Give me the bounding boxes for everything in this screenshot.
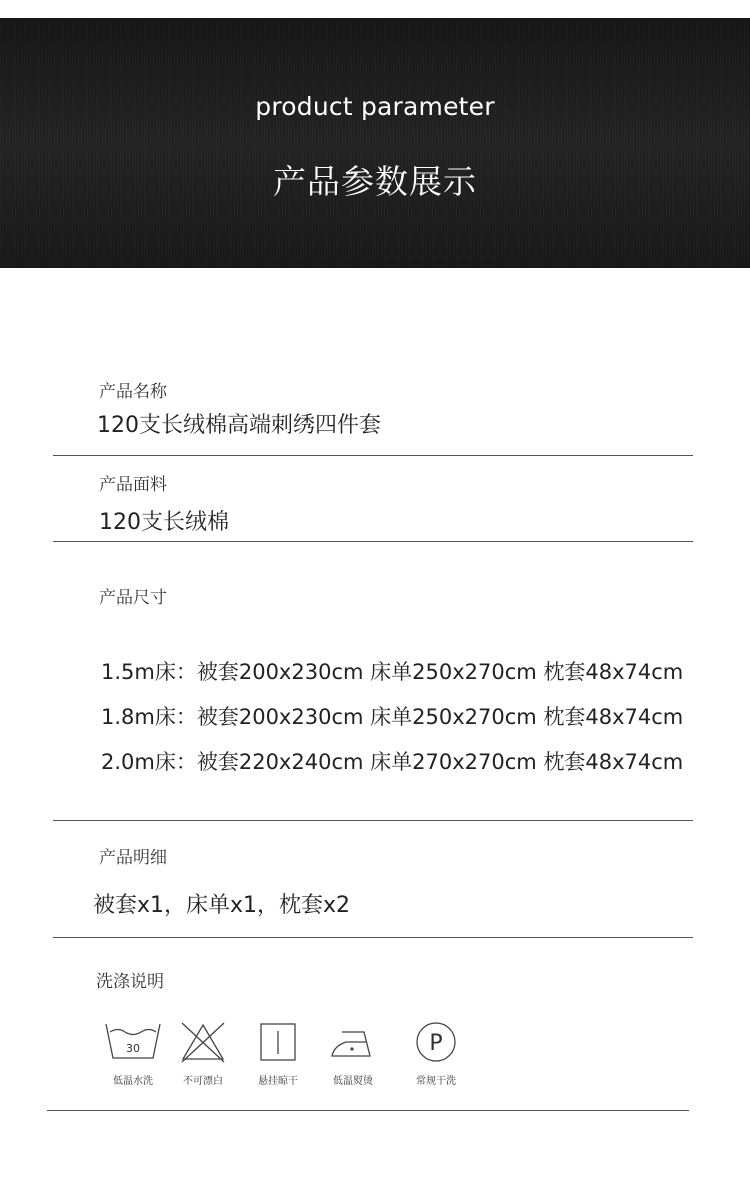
wash-temp: 30 (126, 1042, 140, 1055)
banner-title-en: product parameter (255, 92, 495, 121)
care-label-hang-dry: 悬挂晾干 (258, 1076, 298, 1087)
size-row-2-0m: 2.0m床：被套220x240cm 床单270x270cm 枕套48x74cm (101, 750, 684, 774)
care-item-dry-clean (401, 1020, 471, 1087)
divider (47, 1110, 689, 1111)
washing-label: 洗涤说明 (96, 972, 164, 992)
details-label: 产品明细 (99, 848, 167, 868)
details-value: 被套x1，床单x1，枕套x2 (93, 893, 351, 918)
divider (53, 455, 693, 456)
low-iron-icon (328, 1020, 378, 1064)
hang-dry-icon (258, 1020, 298, 1064)
size-label: 产品尺寸 (99, 588, 167, 608)
fabric-label: 产品面料 (99, 475, 167, 495)
size-row-1-5m: 1.5m床：被套200x230cm 床单250x270cm 枕套48x74cm (101, 660, 684, 684)
wash-30-icon (102, 1020, 164, 1064)
product-name-label: 产品名称 (99, 382, 167, 402)
divider (53, 937, 693, 938)
dry-clean-p-icon (412, 1020, 460, 1064)
care-label-wash: 低温水洗 (113, 1076, 153, 1087)
product-name-value: 120支长绒棉高端刺绣四件套 (97, 413, 381, 438)
banner-title-zh: 产品参数展示 (273, 162, 477, 201)
divider (53, 820, 693, 821)
divider (53, 541, 693, 542)
no-bleach-icon (179, 1020, 227, 1064)
care-label-dry-clean: 常规干洗 (416, 1076, 456, 1087)
care-item-wash (95, 1020, 171, 1087)
care-label-low-iron: 低温熨烫 (333, 1076, 373, 1087)
size-row-1-8m: 1.8m床：被套200x230cm 床单250x270cm 枕套48x74cm (101, 705, 684, 729)
fabric-value: 120支长绒棉 (99, 510, 229, 535)
care-item-no-bleach (168, 1020, 238, 1087)
care-label-no-bleach: 不可漂白 (183, 1076, 223, 1087)
care-item-hang-dry (244, 1020, 312, 1087)
care-item-low-iron (318, 1020, 388, 1087)
header-banner (0, 18, 750, 268)
dry-clean-letter: P (429, 1031, 443, 1056)
